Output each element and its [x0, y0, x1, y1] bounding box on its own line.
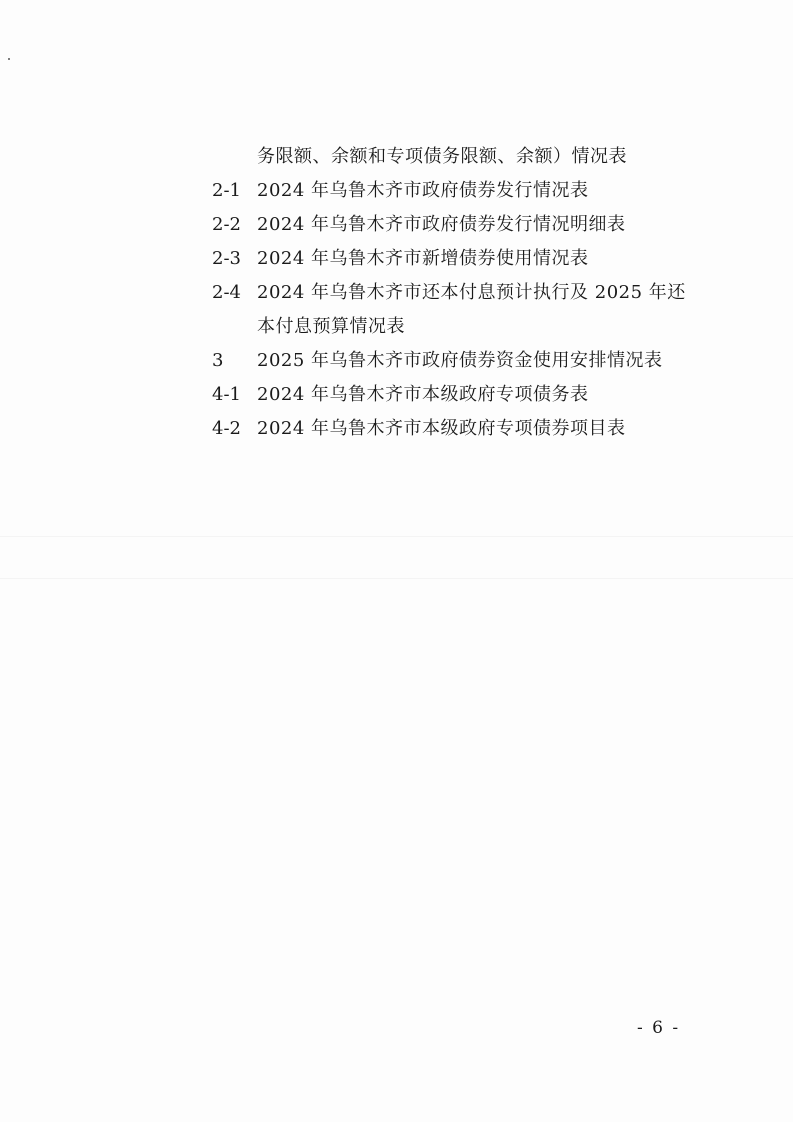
item-number: 4-1 [212, 384, 241, 405]
page-number: - 6 - [637, 1018, 681, 1038]
list-item [212, 344, 702, 378]
list-item [212, 242, 702, 276]
scan-speck [8, 58, 10, 60]
list-item [212, 412, 702, 446]
item-title: 2024 年乌鲁木齐市本级政府专项债务表 [257, 384, 589, 405]
item-title: 2024 年乌鲁木齐市本级政府专项债券项目表 [257, 418, 626, 439]
list-item [212, 378, 702, 412]
list-item [212, 174, 702, 208]
item-number: 3 [212, 350, 224, 371]
item-title: 2025 年乌鲁木齐市政府债券资金使用安排情况表 [257, 350, 663, 371]
item-title: 2024 年乌鲁木齐市还本付息预计执行及 2025 年还 [257, 282, 686, 303]
scan-artifact-line [0, 536, 793, 537]
item-number: 2-4 [212, 282, 241, 303]
item-number: 4-2 [212, 418, 241, 439]
item-title: 2024 年乌鲁木齐市政府债券发行情况表 [257, 180, 589, 201]
scan-artifact-line [0, 578, 793, 579]
list-item [212, 276, 702, 310]
item-number: 2-1 [212, 180, 241, 201]
item-title-continuation: 本付息预算情况表 [257, 316, 405, 337]
list-item [212, 208, 702, 242]
item-title: 2024 年乌鲁木齐市政府债券发行情况明细表 [257, 214, 626, 235]
attachment-list [212, 140, 702, 446]
list-continuation-line: 务限额、余额和专项债务限额、余额）情况表 [257, 146, 627, 167]
item-number: 2-2 [212, 214, 241, 235]
item-number: 2-3 [212, 248, 241, 269]
item-title: 2024 年乌鲁木齐市新增债券使用情况表 [257, 248, 589, 269]
